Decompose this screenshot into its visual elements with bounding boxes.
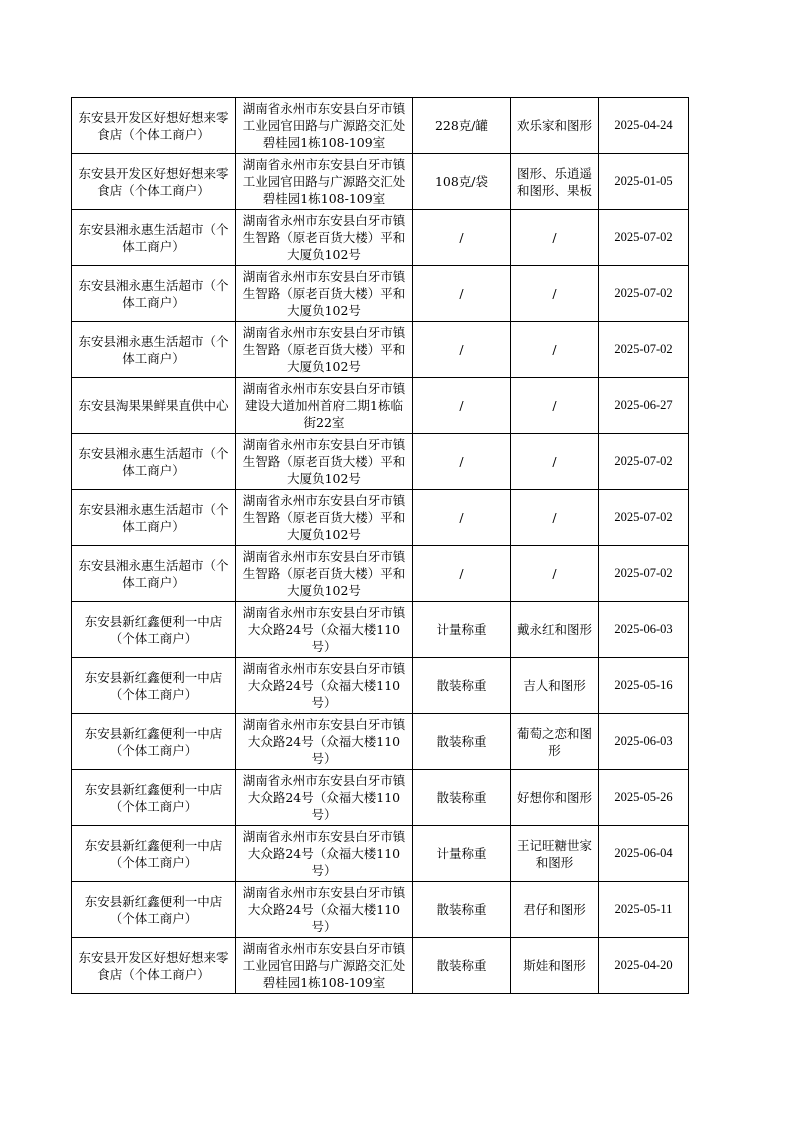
- brand-cell: 斯娃和图形: [511, 938, 599, 994]
- store-address-cell: 湖南省永州市东安县白牙市镇工业园官田路与广源路交汇处碧桂园1栋108-109室: [236, 98, 413, 154]
- brand-cell: /: [511, 322, 599, 378]
- store-name-cell: 东安县湘永惠生活超市（个体工商户）: [72, 546, 236, 602]
- store-name-cell: 东安县湘永惠生活超市（个体工商户）: [72, 266, 236, 322]
- brand-cell: 吉人和图形: [511, 658, 599, 714]
- spec-cell: /: [413, 210, 511, 266]
- store-name-cell: 东安县开发区好想好想来零食店（个体工商户）: [72, 154, 236, 210]
- store-address-cell: 湖南省永州市东安县白牙市镇生智路（原老百货大楼）平和大厦负102号: [236, 434, 413, 490]
- brand-cell: /: [511, 434, 599, 490]
- store-name-cell: 东安县新红鑫便利一中店（个体工商户）: [72, 826, 236, 882]
- date-cell: 2025-05-26: [599, 770, 689, 826]
- date-cell: 2025-07-02: [599, 210, 689, 266]
- spec-cell: /: [413, 490, 511, 546]
- store-address-cell: 湖南省永州市东安县白牙市镇生智路（原老百货大楼）平和大厦负102号: [236, 546, 413, 602]
- brand-cell: 好想你和图形: [511, 770, 599, 826]
- brand-cell: 欢乐家和图形: [511, 98, 599, 154]
- date-cell: 2025-07-02: [599, 434, 689, 490]
- table-row: [72, 434, 689, 490]
- date-cell: 2025-07-02: [599, 322, 689, 378]
- spec-cell: 散装称重: [413, 938, 511, 994]
- spec-cell: /: [413, 266, 511, 322]
- table-row: [72, 266, 689, 322]
- store-address-cell: 湖南省永州市东安县白牙市镇生智路（原老百货大楼）平和大厦负102号: [236, 322, 413, 378]
- date-cell: 2025-04-20: [599, 938, 689, 994]
- table-row: [72, 658, 689, 714]
- brand-cell: 王记旺糖世家和图形: [511, 826, 599, 882]
- table-row: [72, 938, 689, 994]
- store-address-cell: 湖南省永州市东安县白牙市镇大众路24号（众福大楼110号）: [236, 658, 413, 714]
- spec-cell: 散装称重: [413, 882, 511, 938]
- records-table: [71, 97, 689, 994]
- date-cell: 2025-05-11: [599, 882, 689, 938]
- date-cell: 2025-04-24: [599, 98, 689, 154]
- brand-cell: /: [511, 210, 599, 266]
- date-cell: 2025-05-16: [599, 658, 689, 714]
- spec-cell: 108克/袋: [413, 154, 511, 210]
- spec-cell: 计量称重: [413, 826, 511, 882]
- store-name-cell: 东安县淘果果鲜果直供中心: [72, 378, 236, 434]
- spec-cell: 计量称重: [413, 602, 511, 658]
- store-address-cell: 湖南省永州市东安县白牙市镇大众路24号（众福大楼110号）: [236, 714, 413, 770]
- table-row: [72, 154, 689, 210]
- spec-cell: 228克/罐: [413, 98, 511, 154]
- store-address-cell: 湖南省永州市东安县白牙市镇生智路（原老百货大楼）平和大厦负102号: [236, 210, 413, 266]
- date-cell: 2025-07-02: [599, 266, 689, 322]
- store-name-cell: 东安县开发区好想好想来零食店（个体工商户）: [72, 938, 236, 994]
- brand-cell: /: [511, 378, 599, 434]
- table-row: [72, 714, 689, 770]
- brand-cell: /: [511, 266, 599, 322]
- table-row: [72, 546, 689, 602]
- date-cell: 2025-06-03: [599, 714, 689, 770]
- spec-cell: /: [413, 434, 511, 490]
- table-row: [72, 602, 689, 658]
- date-cell: 2025-07-02: [599, 546, 689, 602]
- spec-cell: 散装称重: [413, 714, 511, 770]
- table-row: [72, 490, 689, 546]
- records-table-body: [72, 98, 689, 994]
- spec-cell: /: [413, 546, 511, 602]
- store-address-cell: 湖南省永州市东安县白牙市镇生智路（原老百货大楼）平和大厦负102号: [236, 490, 413, 546]
- store-address-cell: 湖南省永州市东安县白牙市镇工业园官田路与广源路交汇处碧桂园1栋108-109室: [236, 154, 413, 210]
- brand-cell: /: [511, 546, 599, 602]
- store-address-cell: 湖南省永州市东安县白牙市镇建设大道加州首府二期1栋临街22室: [236, 378, 413, 434]
- store-name-cell: 东安县新红鑫便利一中店（个体工商户）: [72, 658, 236, 714]
- store-address-cell: 湖南省永州市东安县白牙市镇工业园官田路与广源路交汇处碧桂园1栋108-109室: [236, 938, 413, 994]
- table-row: [72, 378, 689, 434]
- date-cell: 2025-06-03: [599, 602, 689, 658]
- table-row: [72, 98, 689, 154]
- store-name-cell: 东安县湘永惠生活超市（个体工商户）: [72, 434, 236, 490]
- spec-cell: /: [413, 378, 511, 434]
- store-name-cell: 东安县开发区好想好想来零食店（个体工商户）: [72, 98, 236, 154]
- store-address-cell: 湖南省永州市东安县白牙市镇大众路24号（众福大楼110号）: [236, 602, 413, 658]
- store-address-cell: 湖南省永州市东安县白牙市镇大众路24号（众福大楼110号）: [236, 882, 413, 938]
- brand-cell: 图形、乐逍遥和图形、果板: [511, 154, 599, 210]
- store-address-cell: 湖南省永州市东安县白牙市镇大众路24号（众福大楼110号）: [236, 826, 413, 882]
- store-name-cell: 东安县湘永惠生活超市（个体工商户）: [72, 490, 236, 546]
- spec-cell: 散装称重: [413, 658, 511, 714]
- spec-cell: 散装称重: [413, 770, 511, 826]
- brand-cell: 君仔和图形: [511, 882, 599, 938]
- spec-cell: /: [413, 322, 511, 378]
- date-cell: 2025-06-04: [599, 826, 689, 882]
- brand-cell: /: [511, 490, 599, 546]
- store-address-cell: 湖南省永州市东安县白牙市镇生智路（原老百货大楼）平和大厦负102号: [236, 266, 413, 322]
- store-name-cell: 东安县新红鑫便利一中店（个体工商户）: [72, 882, 236, 938]
- brand-cell: 戴永红和图形: [511, 602, 599, 658]
- store-name-cell: 东安县湘永惠生活超市（个体工商户）: [72, 210, 236, 266]
- store-name-cell: 东安县新红鑫便利一中店（个体工商户）: [72, 714, 236, 770]
- table-row: [72, 770, 689, 826]
- date-cell: 2025-07-02: [599, 490, 689, 546]
- brand-cell: 葡萄之恋和图形: [511, 714, 599, 770]
- store-address-cell: 湖南省永州市东安县白牙市镇大众路24号（众福大楼110号）: [236, 770, 413, 826]
- table-row: [72, 322, 689, 378]
- table-row: [72, 826, 689, 882]
- store-name-cell: 东安县新红鑫便利一中店（个体工商户）: [72, 602, 236, 658]
- store-name-cell: 东安县湘永惠生活超市（个体工商户）: [72, 322, 236, 378]
- table-row: [72, 882, 689, 938]
- table-row: [72, 210, 689, 266]
- date-cell: 2025-01-05: [599, 154, 689, 210]
- store-name-cell: 东安县新红鑫便利一中店（个体工商户）: [72, 770, 236, 826]
- date-cell: 2025-06-27: [599, 378, 689, 434]
